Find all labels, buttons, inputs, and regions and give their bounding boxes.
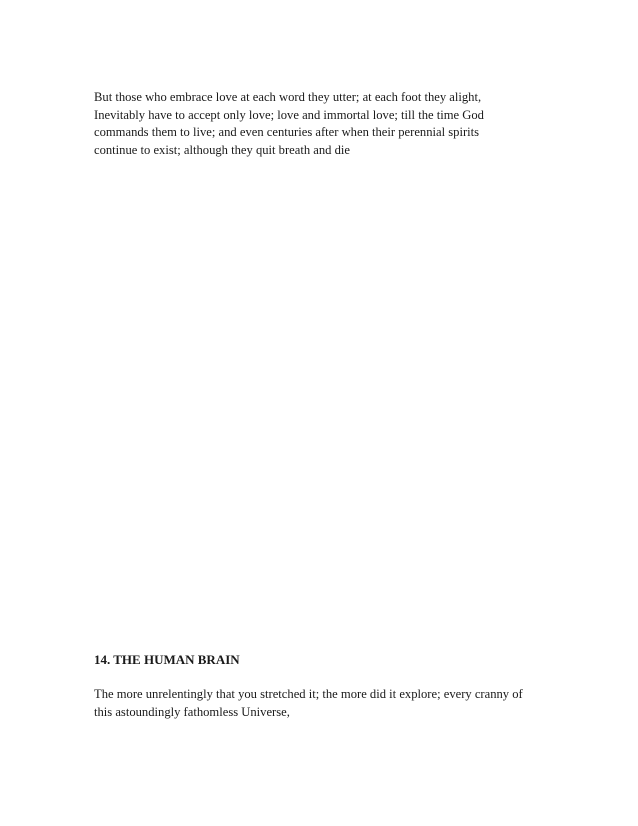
- section-heading: 14. THE HUMAN BRAIN: [94, 652, 240, 667]
- text-line: continue to exist; although they quit breath and die: [94, 142, 351, 157]
- text-line: But those who embrace love at each word they utter; at each foot they alight,: [94, 90, 482, 104]
- text-line: The more unrelentingly that you stretched it; the more did it explore; every cranny of: [94, 687, 523, 701]
- text-line: commands them to live; and even centuries after when their perennial spirits: [94, 125, 480, 140]
- poem-paragraph-top: [94, 89, 554, 159]
- text-line: this astoundingly fathomless Universe,: [94, 704, 290, 719]
- text-line: Inevitably have to accept only love; love and immortal love; till the time God: [94, 107, 484, 122]
- poem-paragraph-bottom: [94, 686, 554, 721]
